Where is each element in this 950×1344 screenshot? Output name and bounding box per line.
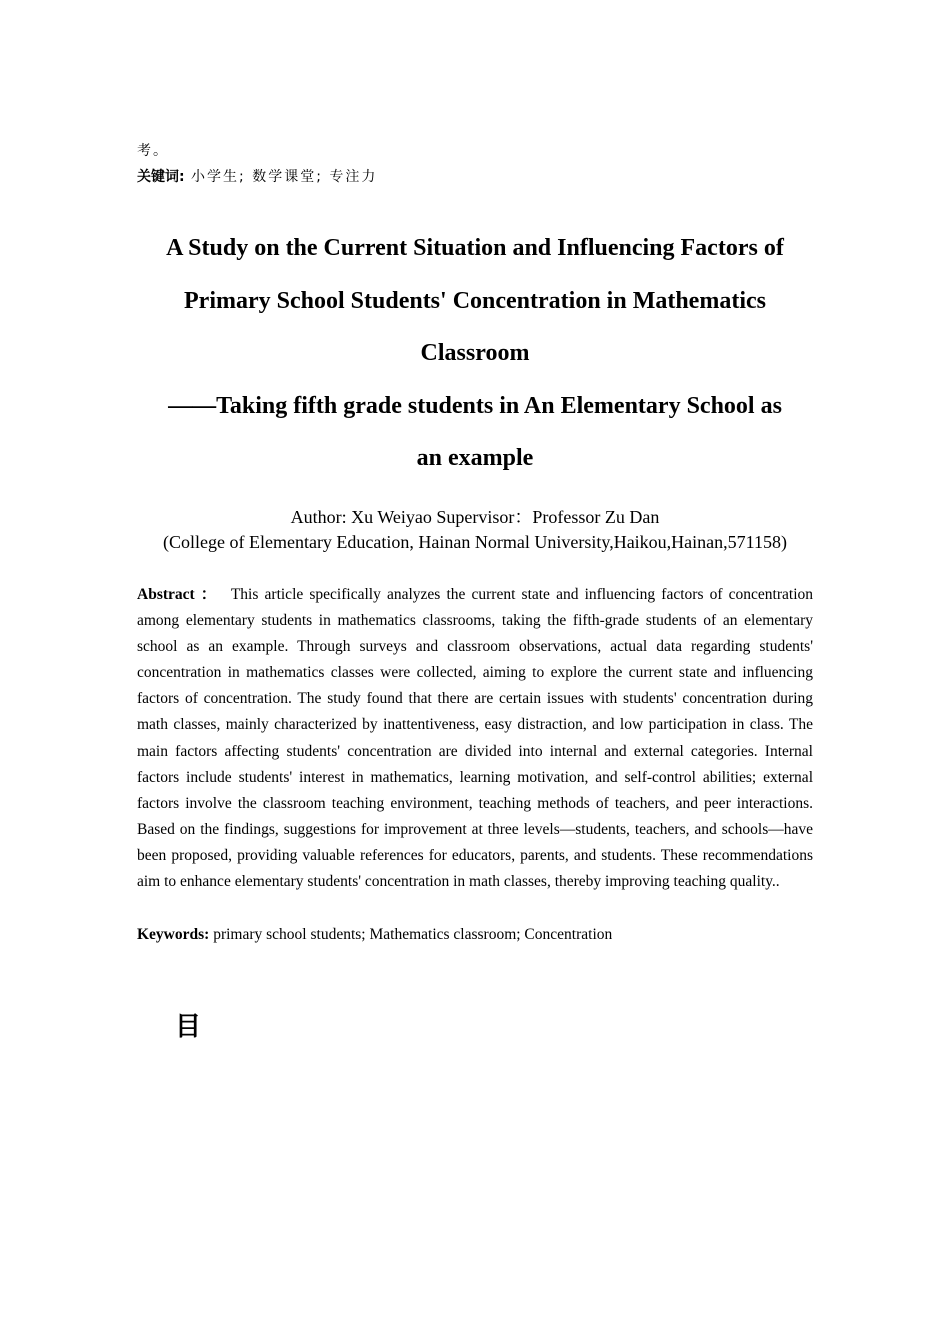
english-keywords [137,922,813,948]
title-line-3: Classroom [420,340,530,366]
keywords-value: primary school students; Mathematics classroom; Concentration [209,926,613,943]
chinese-keywords [137,166,377,186]
english-title [137,222,813,485]
chinese-keywords-label: 关键词: [137,169,185,185]
abstract-paragraph [137,582,813,895]
chinese-abstract-end: 考。 [137,143,169,159]
abstract-text: This article specifically analyzes the current state and influencing factors of concentration among elementary students in mathematics classrooms, taking the fifth-grade students of an elementary school as an example. Through surveys and classroom observations, actual data regarding students' concentration in mathematics classes were collected, aiming to explore the current state and influencing factors of concentration. The study found that there are certain issues with students' concentration during math classes, mainly characterized by inattentiveness, easy distraction, and low participation in class. The main factors affecting students' concentration are divided into internal and external categories. Internal factors include students' interest in mathematics, learning motivation, and self-control abilities; external factors involve the classroom teaching environment, teaching methods of teachers, and peer interactions. Based on the findings, suggestions for improvement at three levels—students, teachers, and schools—have been proposed, providing valuable references for educators, parents, and students. These recommendations aim to enhance elementary students' concentration in math classes, thereby improving teaching quality.. [137,586,814,891]
title-line-2: Primary School Students' Concentration in Mathematics [184,287,766,314]
author-line: Author: Xu Weiyao Supervisor：Professor Zu Dan [290,507,660,527]
affiliation-line: (College of Elementary Education, Hainan Normal University,Haikou,Hainan,571158) [163,532,787,552]
subtitle-line-2: an example [416,445,534,471]
chinese-keywords-value: 小学生; 数学课堂; 专注力 [184,169,378,185]
keywords-label: Keywords: [137,926,210,943]
subtitle-line-1: ——Taking fifth grade students in An Elementary School as [168,392,782,419]
author-info [100,505,850,555]
abstract-spacer [219,586,231,603]
title-line-1: A Study on the Current Situation and Influencing Factors of [166,235,784,261]
abstract-label: Abstract ： [137,586,219,603]
toc-heading: 目 [175,1012,202,1042]
